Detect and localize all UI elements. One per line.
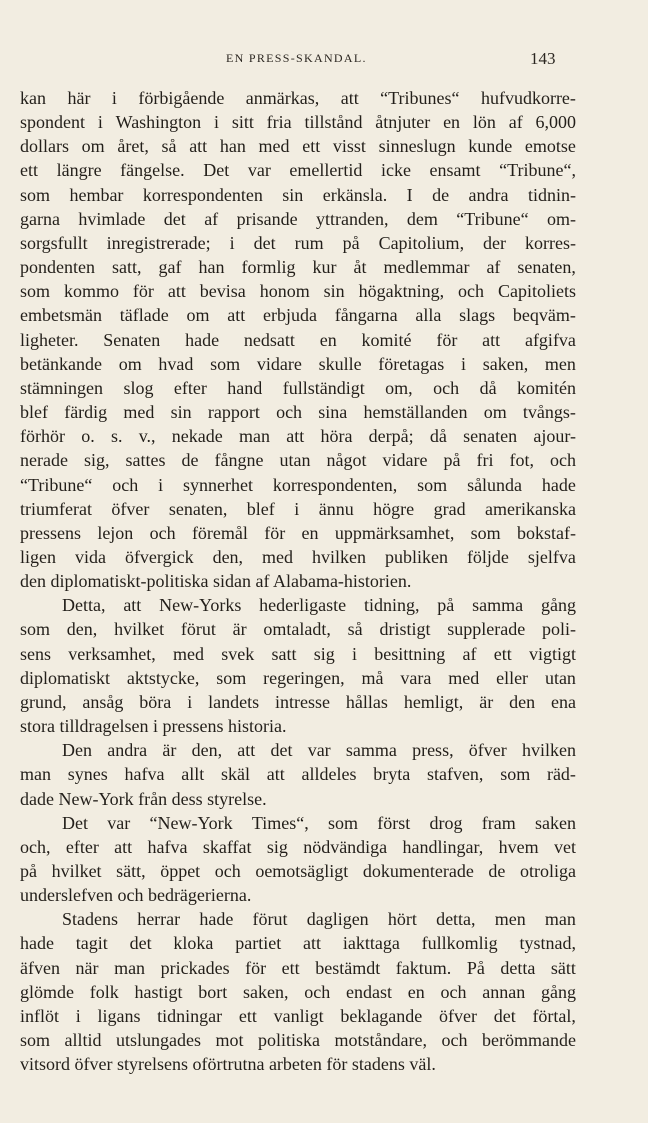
text-line: grund, ansåg böra i landets intresse hållas hemligt, är den ena [20, 691, 576, 712]
text-line: som kommo för att bevisa honom sin högaktning, och Capitoliets [20, 281, 576, 302]
text-line: som alltid utslungades mot politiska motståndare, och berömmande [20, 1030, 576, 1051]
text-line: blef färdig med sin rapport och sina hemställanden om tvångs- [20, 402, 576, 423]
text-line: Det var “New-York Times“, som först drog fram saken [62, 812, 576, 833]
text-line: triumferat öfver senaten, blef i ännu högre grad amerikanska [20, 498, 576, 519]
running-head [0, 49, 648, 69]
text-line: den diplomatiskt-politiska sidan af Alabama-historien. [20, 571, 412, 592]
text-line: och, efter att hafva skaffat sig nödvändiga handlingar, hvem vet [20, 836, 576, 857]
text-line: ligheter. Senaten hade nedsatt en komité för att afgifva [20, 329, 576, 350]
text-line: kan här i förbigående anmärkas, att “Tribunes“ hufvudkorre- [20, 88, 576, 108]
text-line: dade New-York från dess styrelse. [20, 788, 267, 809]
text-line: sorgsfullt inregistrerade; i det rum på Capitolium, der korres- [20, 232, 576, 253]
text-line: spondent i Washington i sitt fria tillstånd åtnjuter en lön af 6,000 [20, 112, 576, 133]
text-line: ligen vida öfvergick den, med hvilken publiken följde sjelfva [20, 546, 576, 567]
text-line: vitsord öfver styrelsens oförtrutna arbeten för stadens väl. [20, 1054, 436, 1075]
text-line: Detta, att New-Yorks hederligaste tidning, på samma gång [62, 595, 576, 616]
text-line: förhör o. s. v., nekade man att höra derpå; då senaten ajour- [20, 426, 576, 447]
text-line: stämningen slog efter hand fullständigt om, och då komitén [20, 377, 576, 398]
text-line: diplomatiskt aktstycke, som regeringen, må vara med eller utan [20, 667, 576, 688]
text-line: på hvilket sätt, öppet och oemotsägligt dokumenterade de otroliga [20, 861, 576, 881]
text-line: “Tribune“ och i synnerhet korrespondenten, som sålunda hade [20, 474, 576, 495]
running-title: EN PRESS-SKANDAL. [226, 51, 367, 65]
text-line: man synes hafva allt skäl att alldeles bryta stafven, som räd- [20, 764, 576, 785]
text-line: nerade sig, sattes de fångne utan något vidare på fri fot, och [20, 450, 576, 471]
text-line: betänkande om hvad som vidare skulle företagas i saken, men [20, 353, 576, 374]
text-line: Stadens herrar hade förut dagligen hört detta, men man [62, 909, 576, 930]
text-line: inflöt i ligans tidningar ett vanligt beklagande öfver det förtal, [20, 1005, 576, 1026]
text-line: garna hvimlade det af prisande yttranden, dem “Tribune“ om- [20, 208, 576, 229]
text-line: stora tilldragelsen i pressens historia. [20, 716, 287, 737]
text-line: pondenten satt, gaf han formlig kur åt medlemmar af senaten, [20, 257, 576, 278]
text-line: ett längre fängelse. Det var emellertid icke ensamt “Tribune“, [20, 160, 576, 181]
text-line: embetsmän täflade om att erbjuda fångarna alla slags beqväm- [20, 305, 576, 326]
body-text [20, 86, 576, 1076]
text-line: som hembar korrespondenten sin erkänsla. I de andra tidnin- [20, 184, 576, 205]
text-line: sens verksamhet, med svek satt sig i besittning af ett vigtigt [20, 643, 576, 664]
page-number: 143 [530, 49, 556, 68]
text-line: som den, hvilket förut är omtaladt, så dristigt supplerade poli- [20, 619, 576, 640]
text-line: äfven när man prickades för ett bestämdt faktum. På detta sätt [20, 957, 576, 978]
text-line: glömde folk hastigt bort saken, och endast en och annan gång [20, 981, 576, 1002]
text-line: hade tagit det kloka partiet att iakttaga fullkomlig tystnad, [20, 933, 576, 954]
text-line: pressens lejon och föremål för en uppmärksamhet, som bokstaf- [20, 522, 576, 543]
text-line: underslefven och bedrägerierna. [20, 885, 252, 906]
text-line: Den andra är den, att det var samma press, öfver hvilken [62, 740, 576, 761]
text-line: dollars om året, så att han med ett visst sinneslugn kunde emotse [20, 136, 576, 157]
